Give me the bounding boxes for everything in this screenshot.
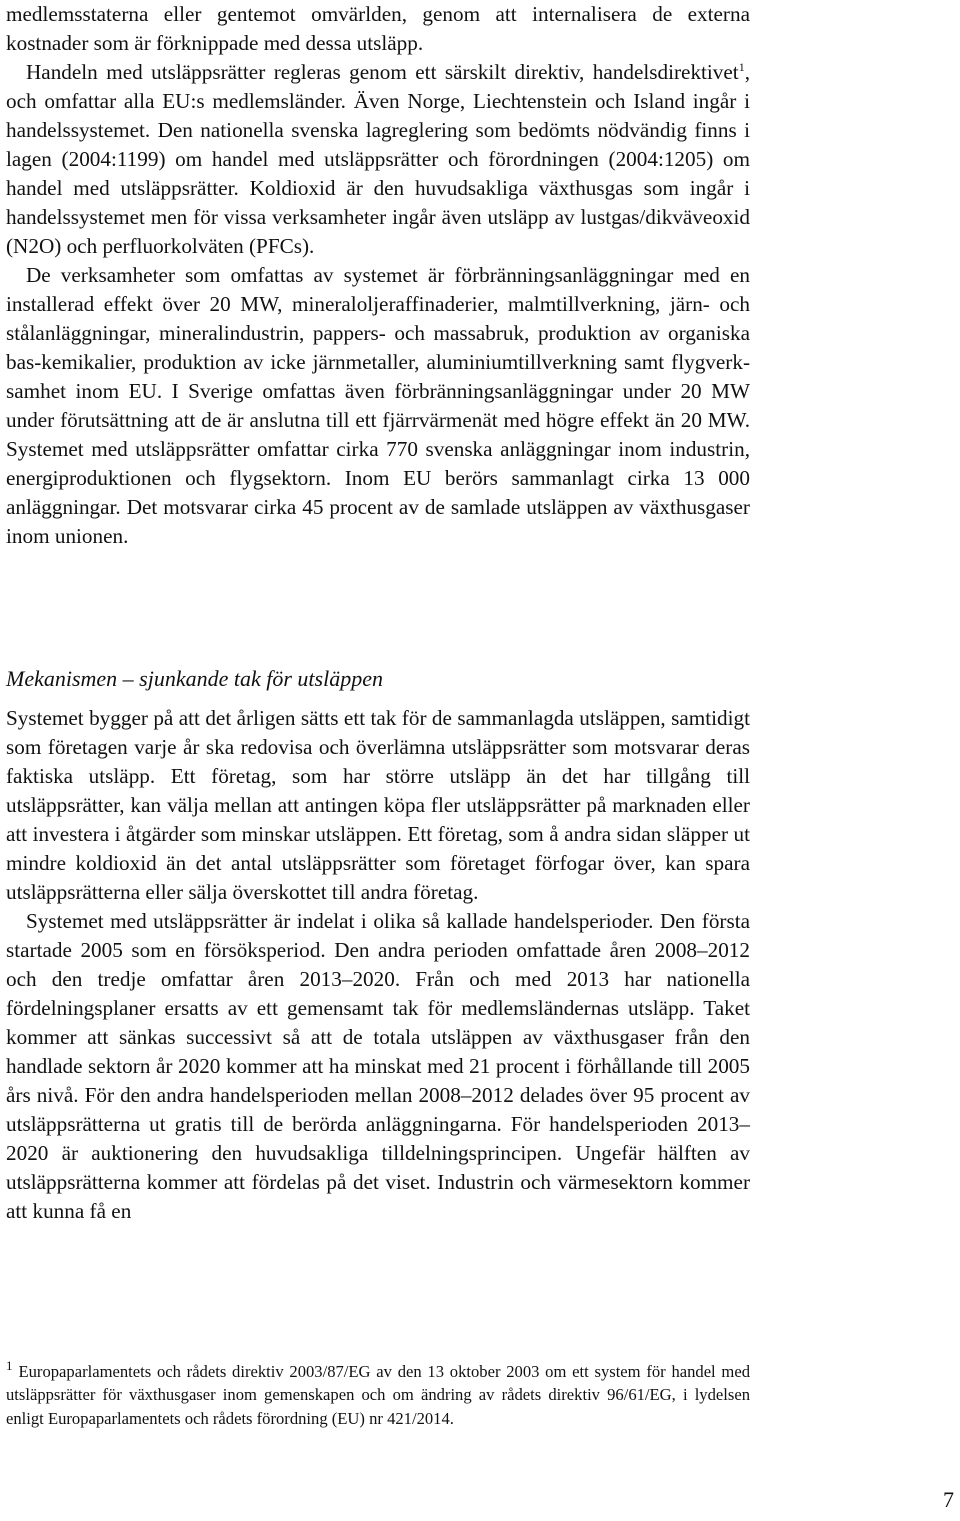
section-heading: Mekanismen – sjunkande tak för utsläppen	[6, 666, 383, 691]
paragraph	[6, 58, 750, 261]
section-1	[6, 0, 750, 551]
paragraph: De verksamheter som omfattas av systemet är förbränningsanläggningar med en installerad effekt över 20 MW, mineraloljeraffinaderier, malmtillverkning, järn- och stålanläggningar, mineralindustrin, pappers- och massabruk, produktion av organiska bas-kemikalier, produktion av icke järnmetaller, aluminiumtillverkning samt flygverksamhet inom EU. I Sverige omfattas även förbränningsanläggningar under 20 MW under förutsättning att de är anslutna till ett fjärrvärmenät med högre effekt än 20 MW. Systemet med utsläppsrätter omfattar cirka 770 svenska anläggningar inom industrin, energiproduktionen och flygsektorn. Inom EU berörs sammanlagt cirka 13 000 anläggningar. Det motsvarar cirka 45 procent av de samlade utsläppen av växthusgaser inom unionen.	[6, 263, 750, 548]
section-2	[6, 704, 750, 1226]
paragraph: Systemet bygger på att det årligen sätts ett tak för de sammanlagda utsläppen, samtidigt som företagen varje år ska redovisa och överlämna utsläppsrätter som motsvarar deras faktiska utsläpp. Ett företag, som har större utsläpp än det har tillgång till utsläppsrätter, kan välja mellan att antingen köpa fler utsläppsrätter på marknaden eller att investera i åtgärder som minskar utsläppen. Ett företag, som å andra sidan släpper ut mindre koldioxid än det antal utsläppsrätter som företaget förfogar över, kan spara utsläppsrätterna eller sälja överskottet till andra företag.	[6, 706, 750, 904]
paragraph-text: , och omfattar alla EU:s medlemsländer. Även Norge, Liechtenstein och Island ingår i handelssystemet. Den nationella svenska lagreglering som bedömts nödvändig finns i lagen (2004:1199) om handel med utsläppsrätter och förordningen (2004:1205) om handel med utsläppsrätter. Koldioxid är den huvudsakliga växthusgas som ingår i handelssystemet men för vissa verksamheter ingår även utsläpp av lustgas/dikväveoxid (N2O) och perfluorkolväten (PFCs).	[6, 60, 750, 258]
paragraph-text: Handeln med utsläppsrätter regleras genom ett särskilt direktiv, handelsdirektivet	[26, 60, 739, 84]
footnote-number: 1	[6, 1358, 13, 1373]
footnote-paragraph	[6, 1360, 750, 1430]
footnote-text: Europaparlamentets och rådets direktiv 2003/87/EG av den 13 oktober 2003 om ett system för handel med utsläppsrätter för växthusgaser inom gemenskapen och om ändring av rådets direktiv 96/61/EG, i lydelsen enligt Europaparlamentets och rådets förordning (EU) nr 421/2014.	[6, 1362, 750, 1428]
footnote-reference[interactable]: 1	[738, 60, 745, 74]
paragraph: Systemet med utsläppsrätter är indelat i olika så kallade handelsperioder. Den första startade 2005 som en försöksperiod. Den andra perioden omfattade åren 2008–2012 och den tredje omfattar åren 2013–2020. Från och med 2013 har nationella fördelningsplaner ersatts av ett gemensamt tak för medlemsländernas utsläpp. Taket kommer att sänkas successivt så att de totala utsläppen av växthusgaser från den handlade sektorn år 2020 kommer att ha minskat med 21 procent i förhållande till 2005 års nivå. För den andra handelsperioden mellan 2008–2012 delades över 95 procent av utsläppsrätterna ut gratis till de berörda anläggningarna. För handelsperioden 2013–2020 är auktionering den huvudsakliga tilldelningsprincipen. Ungefär hälften av utsläppsrätterna kommer att fördelas på det viset. Industrin och värmesektorn kommer att kunna få en	[6, 909, 750, 1223]
footnote	[6, 1360, 750, 1430]
page-number: 7	[943, 1487, 954, 1512]
paragraph: medlemsstaterna eller gentemot omvärlden, genom att internalisera de externa kostnader som är förknippade med dessa utsläpp.	[6, 2, 750, 55]
